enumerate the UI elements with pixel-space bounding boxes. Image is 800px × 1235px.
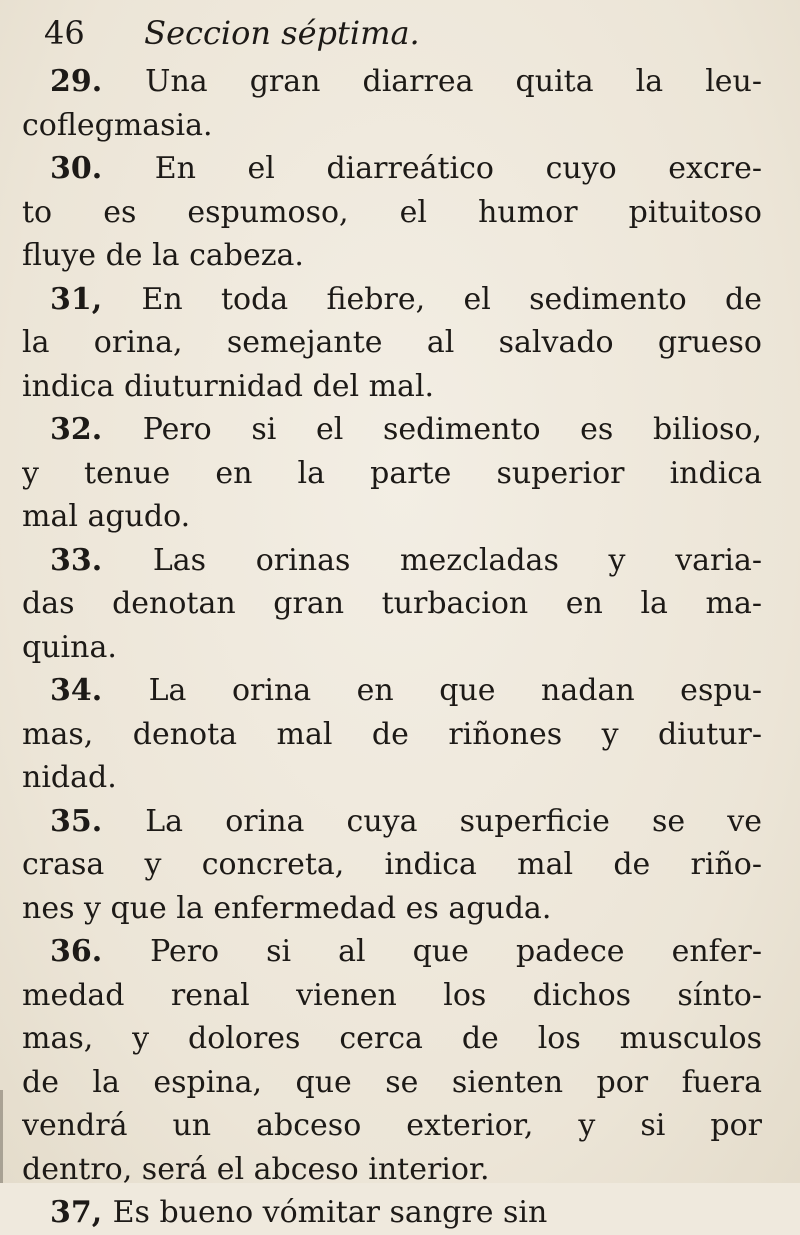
text-line [22,539,762,583]
line-text: vendrá un abceso exterior, y si por [22,1108,762,1143]
line-text: Una gran diarrea quita la leu- [145,64,762,99]
line-text: fluye de la cabeza. [22,238,304,273]
text-line [22,756,762,800]
line-text: dentro, será el abceso interior. [22,1151,490,1187]
text-line [22,321,762,365]
line-text: y tenue en la parte superior indica [22,455,762,491]
line-text: La orina cuya superficie se ve [145,803,762,839]
text-line [22,930,762,974]
line-text: nes y que la enfermedad es aguda. [22,890,552,926]
line-text: coflegmasia. [22,107,213,143]
paragraph-number: 32. [50,412,143,447]
line-text: das denotan gran turbacion en la ma- [22,586,762,621]
line-text: mas, y dolores cerca de los musculos [22,1021,762,1056]
line-text: crasa y concreta, indica mal de riño- [22,847,762,882]
text-line [22,234,762,278]
line-text: mal agudo. [22,499,191,534]
line-text: En toda fiebre, el sedimento de [141,281,762,317]
line-text: Es bueno vómitar sangre sin [112,1195,548,1230]
text-line [22,713,762,757]
text-line [22,1191,762,1235]
text-line [22,669,762,713]
paragraph-number: 36. [50,934,151,969]
text-line [22,147,762,191]
line-text: la orina, semejante al salvado grueso [22,325,762,360]
text-line [22,452,762,496]
text-line [22,104,762,148]
text-line [22,1104,762,1148]
body-text [22,60,762,1235]
page-number: 46 [44,14,85,52]
text-line [22,191,762,235]
text-line [22,582,762,626]
line-text: La orina en que nadan espu- [148,673,762,708]
text-line [22,1148,762,1192]
running-title: Seccion séptima. [144,14,420,52]
line-text: En el diarreático cuyo excre- [154,151,762,186]
line-text: quina. [22,629,117,665]
line-text: medad renal vienen los dichos sínto- [22,977,762,1013]
text-line [22,60,762,104]
text-line [22,408,762,452]
page-edge-shadow [0,1090,3,1183]
text-line [22,365,762,409]
text-line [22,1017,762,1061]
text-line [22,887,762,931]
paragraph-number: 33. [50,542,153,578]
text-line [22,800,762,844]
paragraph-number: 35. [50,803,146,839]
text-line [22,626,762,670]
paragraph-number: 34. [50,673,149,708]
line-text: to es espumoso, el humor pituitoso [22,194,762,230]
line-text: Las orinas mezcladas y varia- [152,542,762,578]
text-line [22,1061,762,1105]
line-text: indica diuturnidad del mal. [22,368,435,404]
text-line [22,278,762,322]
text-line [22,974,762,1018]
line-text: Pero si el sedimento es bilioso, [142,412,762,447]
paragraph-number: 29. [50,64,146,99]
paragraph-number: 37, [50,1195,113,1230]
paragraph-number: 30. [50,151,155,186]
line-text: mas, denota mal de riñones y diutur- [22,716,762,752]
text-line [22,495,762,539]
line-text: Pero si al que padece enfer- [150,934,762,969]
page-header [44,8,420,58]
line-text: de la espina, que se sienten por fuera [22,1064,762,1100]
text-line [22,843,762,887]
paragraph-number: 31, [50,281,142,317]
line-text: nidad. [22,760,117,795]
